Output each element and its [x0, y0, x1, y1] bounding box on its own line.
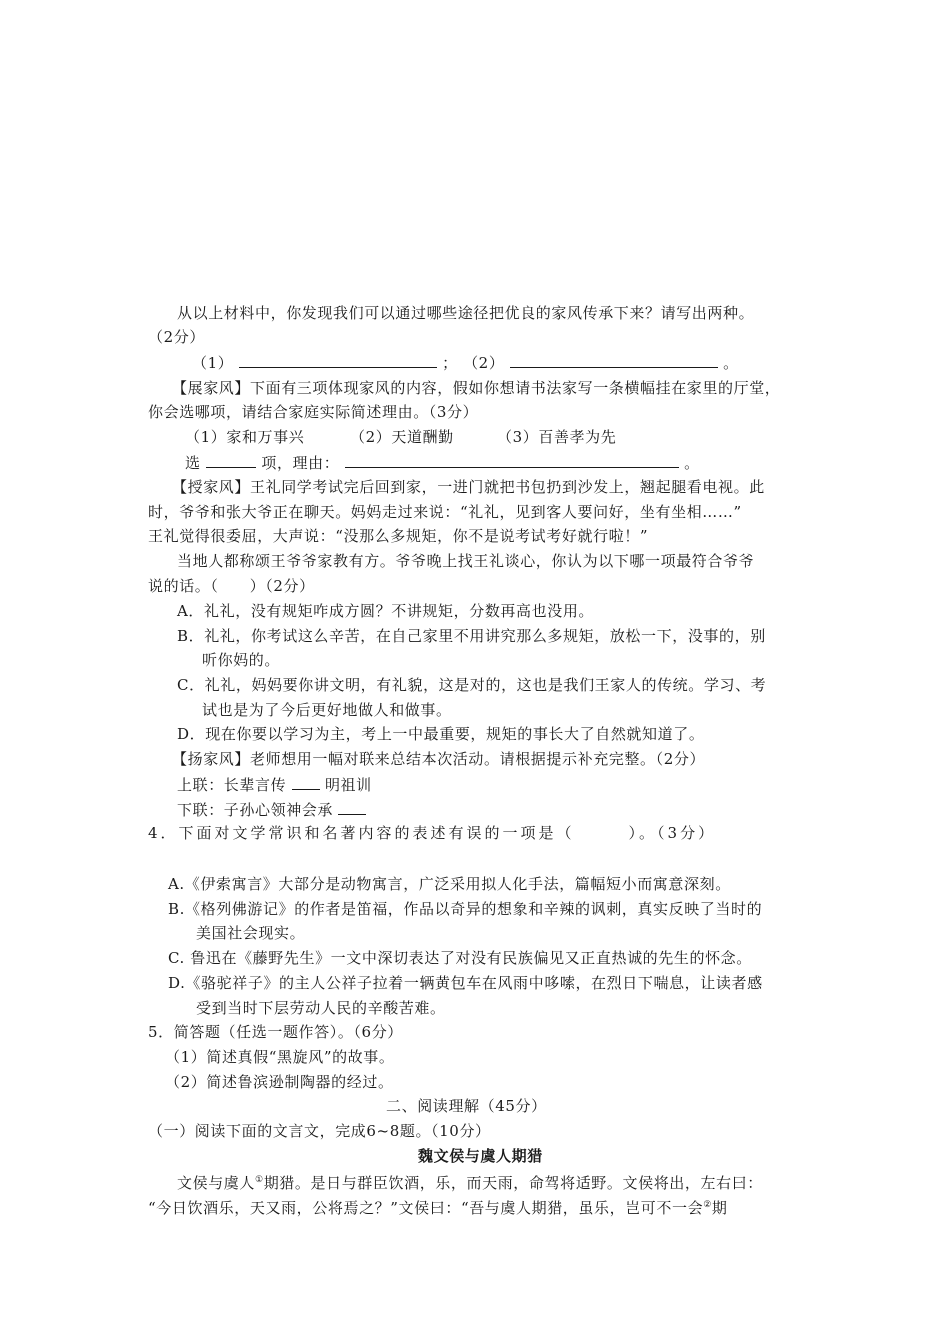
- shou-line2: 时，爷爷和张大爷正在聊天。妈妈走过来说：“礼礼，见到客人要问好，坐有坐相……”: [148, 503, 742, 521]
- couplet-lower-pre: 下联：子孙心领神会承: [177, 801, 334, 819]
- couplet-lower-blank[interactable]: [338, 799, 366, 815]
- zhan-line1: 【展家风】下面有三项体现家风的内容，假如你想请书法家写一条横幅挂在家里的厅堂，: [172, 379, 781, 397]
- passage-line2-a: “今日饮酒乐，天又雨，公将焉之？”文侯曰：“吾与虞人期猎，虽乐，岂可不一会: [148, 1199, 704, 1217]
- zhan-line2: 你会选哪项，请结合家庭实际简述理由。（3分）: [148, 403, 479, 421]
- passage-line2-b: 期: [711, 1199, 728, 1217]
- q5-item-2: （2）简述鲁滨逊制陶器的经过。: [165, 1073, 394, 1091]
- couplet-upper-pre: 上联：长辈言传: [177, 776, 287, 794]
- passage-title: 魏文侯与虞人期猎: [418, 1147, 543, 1165]
- answer-label-2: （2）: [463, 354, 505, 372]
- yang-line: 【扬家风】老师想用一幅对联来总结本次活动。请根据提示补充完整。（2分）: [172, 750, 706, 768]
- q4-choice-d-line2: 受到当时下层劳动人民的辛酸苦难。: [196, 999, 446, 1017]
- answer-label-1: （1）: [192, 354, 234, 372]
- choice-b-line1: B．礼礼，你考试这么辛苦，在自己家里不用讲究那么多规矩，放松一下，没事的，别: [177, 627, 766, 645]
- motto-option-1: （1）家和万事兴: [185, 428, 305, 446]
- ask-line2: 说的话。（ ）（2分）: [148, 577, 315, 595]
- answer-separator: ；: [442, 354, 458, 372]
- q5-stem: 5．简答题（任选一题作答）。（6分）: [148, 1023, 403, 1041]
- choice-c-line2: 试也是为了今后更好地做人和做事。: [202, 701, 452, 719]
- q4-choice-c: C. 鲁迅在《藤野先生》一文中深切表达了对没有民族偏见又正直热诚的先生的怀念。: [168, 949, 752, 967]
- answer-blank-2[interactable]: [510, 352, 718, 368]
- q5-item-1: （1）简述真假“黑旋风”的故事。: [165, 1048, 395, 1066]
- couplet-upper-blank[interactable]: [292, 774, 320, 790]
- answer-end: 。: [723, 354, 739, 372]
- choice-a: A．礼礼，没有规矩咋成方圆？不讲规矩，分数再高也没用。: [177, 602, 595, 620]
- q3-intro-line2: （2分）: [148, 328, 205, 346]
- couplet-upper: [177, 774, 372, 795]
- choose-row: [185, 452, 700, 473]
- reason-blank[interactable]: [345, 452, 679, 468]
- choose-prefix: 选: [185, 454, 201, 472]
- passage-line1-b: 期猎。是日与群臣饮酒，乐，而天雨，命驾将适野。文侯将出，左右曰：: [263, 1174, 763, 1192]
- couplet-lower: [177, 799, 366, 820]
- ask-line1: 当地人都称颂王爷爷家教有方。爷爷晚上找王礼谈心，你认为以下哪一项最符合爷爷: [177, 552, 755, 570]
- choice-c-line1: C．礼礼，妈妈要你讲文明，有礼貌，这是对的，这也是我们王家人的传统。学习、考: [177, 676, 767, 694]
- section-heading: 二、阅读理解（45分）: [386, 1097, 547, 1115]
- section-subheading: （一）阅读下面的文言文，完成6~8题。（10分）: [148, 1122, 491, 1140]
- q4-choice-b-line1: B.《格列佛游记》的作者是笛福，作品以奇异的想象和辛辣的讽刺，真实反映了当时的: [168, 900, 763, 918]
- motto-option-3: （3）百善孝为先: [497, 428, 617, 446]
- shou-line1: 【授家风】王礼同学考试完后回到家，一进门就把书包扔到沙发上，翘起腿看电视。此: [172, 478, 765, 496]
- q4-stem: 4．下面对文学常识和名著内容的表述有误的一项是（ ）。（3分）: [148, 824, 717, 842]
- q4-choice-d-line1: D.《骆驼祥子》的主人公祥子拉着一辆黄包车在风雨中哆嗦，在烈日下喘息，让读者感: [168, 974, 763, 992]
- choice-d: D．现在你要以学习为主，考上一中最重要，规矩的事长大了自然就知道了。: [177, 725, 705, 743]
- q4-choice-b-line2: 美国社会现实。: [196, 924, 306, 942]
- footnote-marker-2: ②: [703, 1200, 712, 1210]
- choose-end: 。: [684, 454, 700, 472]
- couplet-upper-post: 明祖训: [324, 776, 372, 794]
- choice-b-line2: 听你妈的。: [202, 651, 281, 669]
- choose-reason-label: 项，理由：: [261, 454, 340, 472]
- footnote-marker-1: ①: [255, 1175, 264, 1185]
- q4-choice-a: A.《伊索寓言》大部分是动物寓言，广泛采用拟人化手法，篇幅短小而寓意深刻。: [168, 875, 731, 893]
- answer-blank-1[interactable]: [239, 352, 437, 368]
- choose-blank[interactable]: [206, 452, 256, 468]
- passage-line1-a: 文侯与虞人: [177, 1174, 256, 1192]
- q3-intro-line1: 从以上材料中，你发现我们可以通过哪些途径把优良的家风传承下来？请写出两种。: [177, 304, 755, 322]
- shou-line3: 王礼觉得很委屈，大声说：“没那么多规矩，你不是说考试考好就行啦！”: [148, 527, 649, 545]
- q3-answer-row: [192, 352, 739, 373]
- passage-line1: [177, 1170, 763, 1193]
- motto-option-2: （2）天道酬勤: [350, 428, 454, 446]
- passage-line2: [148, 1195, 728, 1218]
